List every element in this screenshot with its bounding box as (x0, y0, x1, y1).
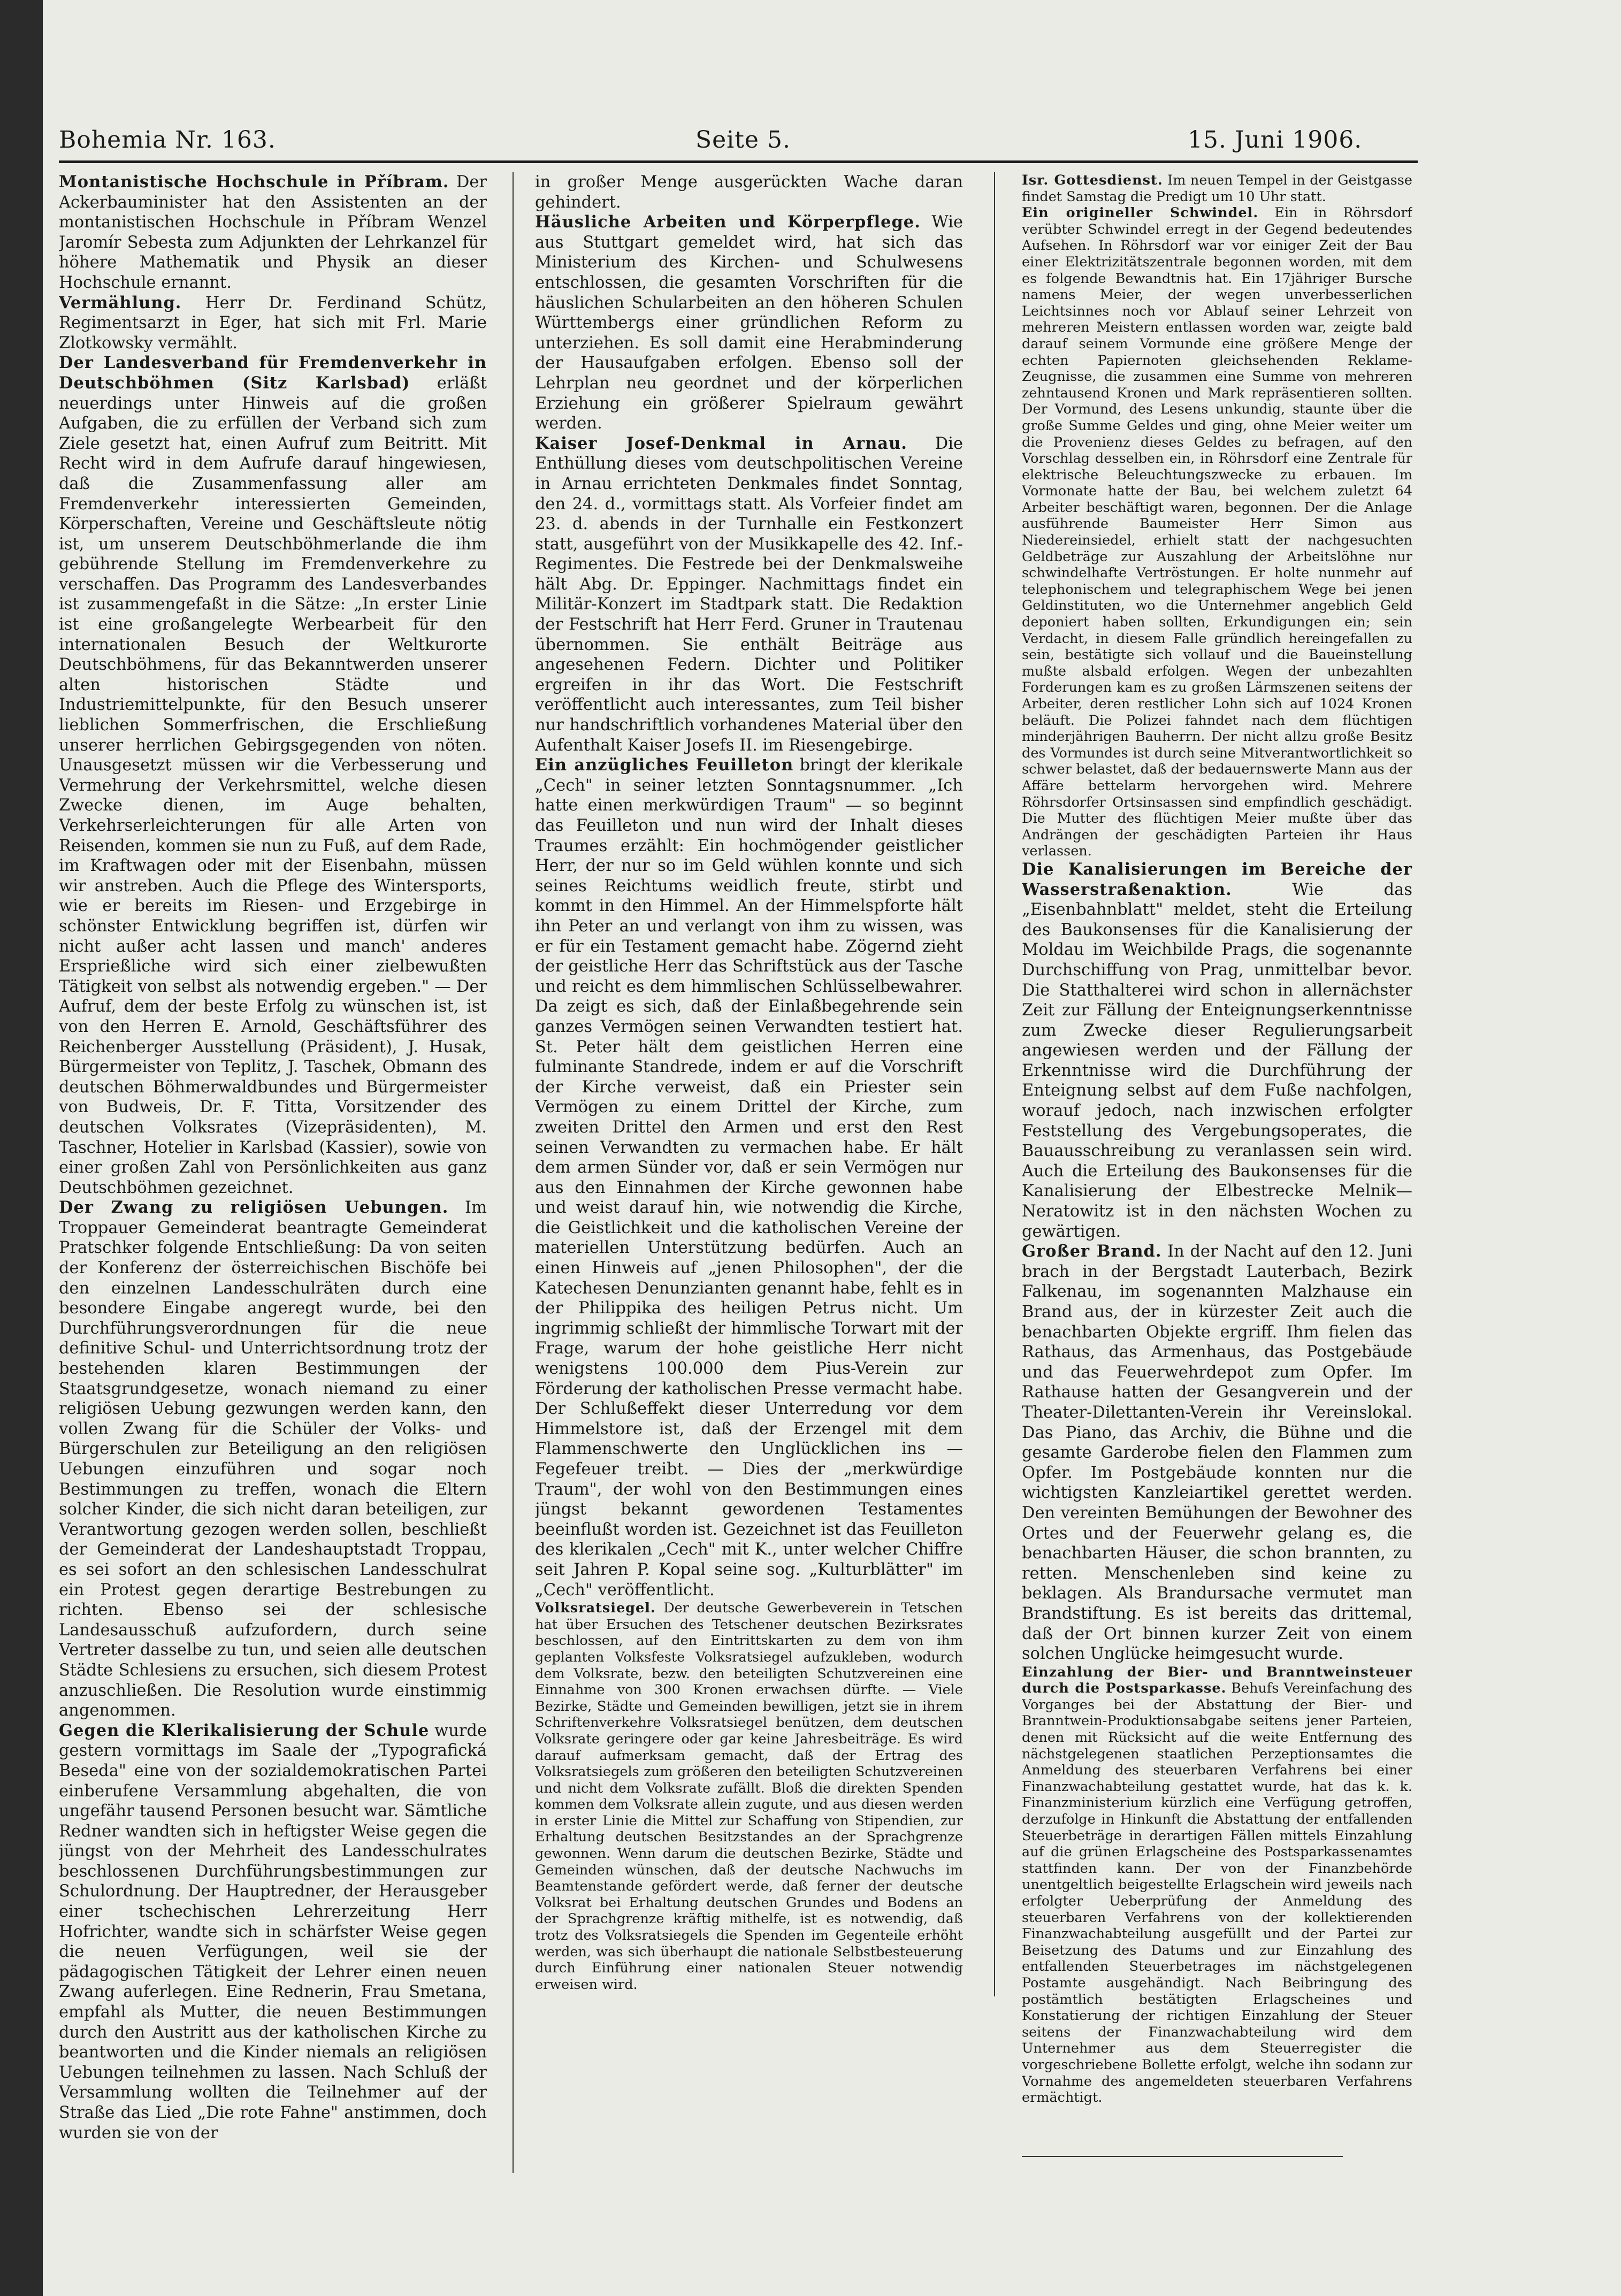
article-title: Isr. Gottesdienst. (1022, 172, 1163, 188)
article-body: Wie das „Eisenbahnblatt" meldet, steht die Erteilung des Baukonsenses für die Kanalisierung der Moldau im Weichbilde Prags, die sogenannte Durchschiffung von Prag, unmittelbar bevor. Die Statthalterei wird schon in allernächster Zeit zur Fällung der Enteignungserkenntnisse zum Zwecke dieser Regulierungsarbeit angewiesen werden und der Fällung der Erkenntnisse wird die Durchführung der Enteignung selbst auf dem Fuße nachfolgen, worauf jedoch, nach inzwischen erfolgter Feststellung des Vergebungsoperates, die Bauausschreibung zu veranlassen sein wird. Auch die Erteilung des Baukonsenses für die Kanalisierung der Elbestrecke Melnik—Neratowitz ist in den nächsten Wochen zu gewärtigen. (1022, 880, 1412, 1241)
article (59, 353, 487, 1198)
article-title: Montanistische Hochschule in Příbram. (59, 172, 449, 192)
article (59, 172, 487, 293)
article (1022, 1664, 1412, 2106)
article-title: Ein origineller Schwindel. (1022, 205, 1259, 221)
article (1022, 1242, 1412, 1664)
article (535, 1600, 963, 1991)
article-body: bringt der klerikale „Cech" in seiner letzten Sonntagsnummer. „Ich hatte einen merkwürdigen Traum" — so beginnt das Feuilleton und nun wird der Inhalt dieses Traumes erzählt: Ein hochmögender geistlicher Herr, der nur so im Geld wühlen konnte und sich seines Reichtums weidlich freute, stirbt und kommt in den Himmel. An der Himmelspforte hält ihn Peter an und verlangt von ihm zu wissen, was er für ein Testament gemacht habe. Zögernd zieht der geistliche Herr das Schriftstück aus der Tasche und reicht es dem himmlischen Schlüsselbewahrer. Da zeigt es sich, daß der Einlaßbegehrende sein ganzes Vermögen seinen Verwandten testiert hat. St. Peter hält dem geistlichen Herren eine fulminante Standrede, indem er auf die Vorschrift der Kirche verweist, daß ein Priester sein Vermögen zu einem Drittel der Kirche, zum zweiten Drittel den Armen und erst den Rest seinen Verwandten zu vermachen habe. Er hält dem armen Sünder vor, daß er sein Vermögen nur aus den Einnahmen der Kirche gewonnen habe und weist darauf hin, wie notwendig die Kirche, die Geistlichkeit und die katholischen Vereine der materiellen Unterstützung bedürfen. Auch an einen Hinweis auf „jenen Philosophen", der die Katechesen Denunzianten genannt habe, fehlt es in der Philippika des heiligen Petrus nicht. Um ingrimmig schließt der himmlische Torwart mit der Frage, warum der hohe geistliche Herr nicht wenigstens 100.000 dem Pius-Verein zur Förderung der katholischen Presse vermacht habe. Der Schlußeffekt dieser Unterredung vor dem Himmelstore ist, daß der Erzengel mit dem Flammenschwerte den Unglücklichen ins — Fegefeuer treibt. — Dies der „merkwürdige Traum", der wohl von den Bestimmungen eines jüngst bekannt gewordenen Testamentes beeinflußt worden ist. Gezeichnet ist das Feuilleton des klerikalen „Cech" mit K., unter welcher Chiffre seit Jahren P. Kopal seine sog. „Kulturblätter" im „Cech" veröffentlicht. (535, 756, 963, 1599)
article-body: Behufs Vereinfachung des Vorganges bei der Abstattung der Bier- und Branntwein-Produktionsabgabe seitens jener Parteien, denen mit Rücksicht auf die weite Entfernung des nächstgelegenen staatlichen Perzeptionsamtes die Anmeldung des steuerbaren Verfahrens bei einer Finanzwachabteilung gestattet wurde, hat das k. k. Finanzministerium kürzlich eine Verfügung getroffen, derzufolge in Hinkunft die Abstattung der entfallenden Steuerbeträge in derartigen Fällen mittels Einzahlung auf die grünen Erlagscheine des Postsparkassenamtes stattfinden kann. Der von der Finanzbehörde unentgeltlich beigestellte Erlagschein wird jeweils nach erfolgter Ueberprüfung der Anmeldung des steuerbaren Verfahrens von der kollektierenden Finanzwachabteilung ausgefüllt und der Partei zur Beisetzung des Datums und zur Einzahlung des entfallenden Steuerbetrages im nächstgelegenen Postamte ausgehändigt. Nach Beibringung des postämtlich bestätigten Erlagscheines und Konstatierung der richtigen Einzahlung der Steuer seitens der Finanzwachabteilung wird dem Unternehmer aus dem Steuerregister die vorgeschriebene Bollette erfolgt, welche ihn sodann zur Vornahme des angemeldeten steuerbaren Verfahrens ermächtigt. (1022, 1680, 1412, 2106)
article (535, 755, 963, 1600)
article (1022, 860, 1412, 1242)
issue-date: 15. Juni 1906. (1188, 126, 1363, 154)
article (535, 172, 963, 212)
article-body: Der Ackerbauminister hat den Assistenten an der montanistischen Hochschule in Příbram Wenzel Jaromír Sebesta zum Adjunkten der Lehrkanzel für höhere Mathematik und Physik an dieser Hochschule ernannt. (59, 173, 487, 292)
article-title: Der Landesverband für Fremdenverkehr in Deutschböhmen (Sitz Karlsbad) (59, 353, 487, 393)
end-rule (1022, 2156, 1343, 2157)
article-body: Die Enthüllung dieses vom deutschpolitischen Vereine in Arnau errichteten Denkmales findet Sonntag, den 24. d., vormittags statt. Als Vorfeier findet am 23. d. abends in der Turnhalle ein Festkonzert statt, ausgeführt von der Musikkapelle des 42. Inf.-Regimentes. Die Festrede bei der Denkmalsweihe hält Abg. Dr. Eppinger. Nachmittags findet ein Militär-Konzert im Stadtpark statt. Die Redaktion der Festschrift hat Herr Ferd. Gruner in Trautenau übernommen. Sie enthält Beiträge aus angesehenen Federn. Dichter und Politiker ergreifen in ihr das Wort. Die Festschrift veröffentlicht auch interessantes, zum Teil bisher nur handschriftlich vorhandenes Material über den Aufenthalt Kaiser Josefs II. im Riesengebirge. (535, 434, 963, 755)
column-divider (513, 172, 514, 2173)
article-body: erläßt neuerdings unter Hinweis auf die großen Aufgaben, die zu erfüllen der Verband sich zum Ziele gesetzt hat, einen Aufruf zum Beitritt. Mit Recht wird in dem Aufrufe darauf hingewiesen, daß die Zusammenfassung aller am Fremdenverkehr interessierten Gemeinden, Körperschaften, Vereine und Geschäftsleute nötig ist, um unserem Deutschböhmerlande die ihm gebührende Stellung im Fremdenverkehre zu verschaffen. Das Programm des Landesverbandes ist zusammengefaßt in die Sätze: „In erster Linie ist eine großangelegte Werbearbeit für den internationalen Besuch der Weltkurorte Deutschböhmens, für das Bekanntwerden unserer alten historischen Städte und Industriemittelpunkte, für den Besuch unserer lieblichen Sommerfrischen, die Erschließung unserer herrlichen Gebirgsgegenden von nöten. Unausgesetzt müssen wir die Verbesserung und Vermehrung der Verkehrsmittel, welche diesen Zwecke dienen, im Auge behalten, Verkehrserleichterungen für alle Arten von Reisenden, kommen sie nun zu Fuß, auf dem Rade, im Kraftwagen oder mit der Eisenbahn, müssen wir anstreben. Auch die Pflege des Wintersports, wie er bereits im Riesen- und Erzgebirge in schönster Entwicklung begriffen ist, dürfen wir nicht außer acht lassen und manch' anderes Ersprießliche wird sich einer zielbewußten Tätigkeit von selbst als notwendig ergeben." — Der Aufruf, dem der beste Erfolg zu wünschen ist, ist von den Herren E. Arnold, Geschäftsführer des Reichenberger Ausstellung (Präsident), J. Husak, Bürgermeister von Teplitz, J. Taschek, Obmann des deutschen Böhmerwaldbundes und Bürgermeister von Budweis, Dr. F. Titta, Vorsitzender des deutschen Volksrates (Vizepräsidenten), M. Taschner, Hotelier in Karlsbad (Kassier), sowie von einer großen Zahl von Persönlichkeiten aus ganz Deutschböhmen gezeichnet. (59, 373, 487, 1197)
article-title: Der Zwang zu religiösen Uebungen. (59, 1198, 449, 1218)
article-body: In der Nacht auf den 12. Juni brach in der Bergstadt Lauterbach, Bezirk Falkenau, im sogenannten Malzhause ein Brand aus, der in kürzester Zeit auch die benachbarten Objekte ergriff. Ihm fielen das Rathaus, das Armenhaus, das Postgebäude und das Feuerwehrdepot zum Opfer. Im Rathause hatten der Gesangverein und der Theater-Dilettanten-Verein ihr Vereinslokal. Das Piano, das Archiv, die Bühne und die gesamte Garderobe fielen den Flammen zum Opfer. Im Postgebäude konnten nur die wichtigsten Kanzleiartikel gerettet werden. Den vereinten Bemühungen der Bewohner des Ortes und der Feuerwehr gelang es, die benachbarten Häuser, die schon brannten, zu retten. Menschenleben sind keine zu beklagen. Als Brandursache vermutet man Brandstiftung. Es ist bereits das drittemal, daß der Ort binnen kurzer Zeit von einem solchen Unglücke heimgesucht wurde. (1022, 1242, 1412, 1664)
column-3 (1022, 172, 1412, 2146)
article-title: Gegen die Klerikalisierung der Schule (59, 1720, 430, 1740)
article (59, 1721, 487, 2143)
article-title: Einzahlung der Bier- und Branntweinsteuer durch die Postsparkasse. (1022, 1664, 1412, 1697)
page-number: Seite 5. (695, 126, 791, 154)
article-title: Großer Brand. (1022, 1242, 1162, 1261)
article (1022, 172, 1412, 205)
article-body: Im Troppauer Gemeinderat beantragte Gemeinderat Pratschker folgende Entschließung: Da von seiten der Konferenz der österreichischen Bischöfe bei den einzelnen Landesschulräten durch eine besondere Eingabe angeregt wurde, bei den Durchführungsverordnungen für die neue definitive Schul- und Unterrichtsordnung trotz der bestehenden klaren Bestimmungen der Staatsgrundgesetze, wonach niemand zu einer religiösen Uebung gezwungen werden kann, den vollen Zwang für die Schüler der Volks- und Bürgerschulen zur Beteiligung an den religiösen Uebungen einzuführen und sogar noch Bestimmungen zu treffen, wonach die Eltern solcher Kinder, die sich nicht daran beteiligen, zur Verantwortung gezogen werden sollen, beschließt der Gemeinderat der Landeshauptstadt Troppau, es sei sofort an den schlesischen Landesschulrat ein Protest gegen derartige Bestrebungen zu richten. Ebenso sei der schlesische Landesausschuß aufzufordern, durch seine Vertreter dasselbe zu tun, und seien alle deutschen Städte Schlesiens zu ersuchen, sich diesem Protest anzuschließen. Die Resolution wurde einstimmig angenommen. (59, 1198, 487, 1720)
article (59, 1198, 487, 1720)
article (1022, 205, 1412, 860)
column-1 (59, 172, 487, 2173)
article-title: Volksratsiegel. (535, 1600, 656, 1617)
article-title: Vermählung. (59, 293, 182, 312)
article-body: Der deutsche Gewerbeverein in Tetschen hat über Ersuchen des Tetschener deutschen Bezirksrates beschlossen, auf den Eintrittskarten zu dem von ihm geplanten Volksfeste Volksratsiegel aufzukleben, wodurch dem Volksrate, bezw. den beteiligten Schutzvereinen eine Einnahme von 300 Kronen erwachsen dürfte. — Viele Bezirke, Städte und Gemeinden bewilligen, jetzt sie in ihrem Schriftenverkehre Volksratsiegel benützen, dem deutschen Volksrate geringere oder gar keine Jahresbeiträge. Es wird darauf aufmerksam gemacht, daß der Ertrag des Volksratsiegels zum größeren den beteiligten Schutzvereinen und nicht dem Volksrate zufällt. Bloß die direkten Spenden kommen dem Volksrate allein zugute, und aus diesen werden in erster Linie die Mittel zur Schaffung von Stipendien, zur Erhaltung deutschen Besitzstandes an der Sprachgrenze gewonnen. Wenn darum die deutschen Bezirke, Städte und Gemeinden wünschen, daß der deutsche Nachwuchs im Beamtenstande gefördert werde, daß ferner der deutsche Volksrat bei Erhaltung deutschen Grundes und Bodens an der Sprachgrenze kräftig mithelfe, ist es notwendig, daß trotz des Volksratsiegels die Spenden im Gegenteile erhöht werden, was sich überhaupt die nationale Selbstbesteuerung durch Einführung einer nationalen Steuer notwendig erweisen wird. (535, 1600, 963, 1991)
article-title: Die Kanalisierungen im Bereiche der Wasserstraßenaktion. (1022, 859, 1412, 899)
article (59, 293, 487, 354)
article (535, 212, 963, 434)
article-body: Ein in Röhrsdorf verübter Schwindel erregt in der Gegend bedeutendes Aufsehen. In Röhrsdorf war vor einiger Zeit der Bau einer Elektrizitätszentrale begonnen worden, mit dem es folgende Bewandtnis hat. Ein 17jähriger Bursche namens Meier, der wegen unverbesserlichen Leichtsinnes noch vor Ablauf seiner Lehrzeit von mehreren Meistern entlassen worden war, zeigte bald darauf seinem Vormunde eine größere Menge der echten Papiernoten gleichsehenden Reklame-Zeugnisse, die zusammen eine Summe von mehreren zehntausend Kronen und Mark repräsentieren sollten. Der Vormund, des Lesens unkundig, staunte über die große Summe Geldes und ging, ohne Meier weiter um die Provenienz dieses Geldes zu befragen, auf den Vorschlag desselben ein, in Röhrsdorf eine Zentrale für elektrische Beleuchtungszwecke zu erbauen. Im Vormonate hatte der Bau, bei welchem zuletzt 64 Arbeiter beschäftigt waren, begonnen. Der die Anlage ausführende Baumeister Herr Simon aus Niedereinsiedel, erhielt statt der nachgesuchten Geldbeträge zur Auszahlung der Arbeitslöhne nur schwindelhafte Vertröstungen. Er holte nunmehr auf telephonischem und telegraphischem Wege bei jenen Geldinstituten, wo die Unternehmer angeblich Geld deponiert haben sollten, Erkundigungen ein; sein Verdacht, in diesem Falle gründlich hereingefallen zu sein, bestätigte sich vollauf und die Baueinstellung mußte alsbald erfolgen. Wegen der unbezahlten Forderungen kam es zu großen Lärmszenen seitens der Arbeiter, deren restlicher Lohn sich auf 1024 Kronen beläuft. Die Polizei fahndet nach dem flüchtigen minderjährigen Bauherrn. Der nicht allzu große Besitz des Vormundes ist durch seine Mitverantwortlichkeit so schwer belastet, daß der bedauernswerte Mann aus der Affäre bettelarm hervorgehen wird. Mehrere Röhrsdorfer Ortsinsassen sind empfindlich geschädigt. Die Mutter des flüchtigen Meier mußte über das Andrängen der geschädigten Parteien ihr Haus verlassen. (1022, 205, 1412, 860)
article-body: in großer Menge ausgerückten Wache daran gehindert. (535, 173, 963, 212)
column-divider (994, 172, 995, 1996)
page-header (59, 126, 1412, 164)
article-body: Herr Dr. Ferdinand Schütz, Regimentsarzt in Eger, hat sich mit Frl. Marie Zlotkowsky vermählt. (59, 293, 487, 353)
article (535, 434, 963, 756)
article-body: Wie aus Stuttgart gemeldet wird, hat sich das Ministerium des Kirchen- und Schulwesens entschlossen, die gesamten Vorschriften für die häuslichen Schularbeiten an den höheren Schulen Württembergs einer gründlichen Reform zu unterziehen. Es soll damit eine Herabminderung der Hausaufgaben erfolgen. Ebenso soll der Lehrplan neu geordnet und der körperlichen Erziehung ein größerer Spielraum gewährt werden. (535, 213, 963, 433)
header-rule (59, 160, 1418, 163)
article-title: Kaiser Josef-Denkmal in Arnau. (535, 433, 907, 453)
article-title: Ein anzügliches Feuilleton (535, 755, 794, 775)
article-body: wurde gestern vormittags im Saale der „Typografická Beseda" eine von der sozialdemokratischen Partei einberufene Versammlung abgehalten, die von ungefähr tausend Personen besucht war. Sämtliche Redner wandten sich in heftigster Weise gegen die jüngst von der Mehrheit des Landesschulrates beschlossenen Durchführungsbestimmungen zur Schulordnung. Der Hauptredner, der Herausgeber einer tschechischen Lehrerzeitung Herr Hofrichter, wandte sich in schärfster Weise gegen die neuen Verfügungen, weil sie der pädagogischen Tätigkeit der Lehrer einen neuen Zwang auferlegen. Eine Rednerin, Frau Smetana, empfahl als Mutter, die neuen Bestimmungen durch den Austritt aus der katholischen Kirche zu beantworten und die Kinder niemals an religiösen Uebungen teilnehmen zu lassen. Nach Schluß der Versammlung wollten die Teilnehmer auf der Straße das Lied „Die rote Fahne" anstimmen, doch wurden sie von der (59, 1721, 487, 2142)
newspaper-title: Bohemia Nr. 163. (59, 126, 276, 154)
article-body: Im neuen Tempel in der Geistgasse findet Samstag die Predigt um 10 Uhr statt. (1022, 172, 1412, 205)
column-2 (535, 172, 963, 1991)
article-title: Häusliche Arbeiten und Körperpflege. (535, 212, 921, 232)
